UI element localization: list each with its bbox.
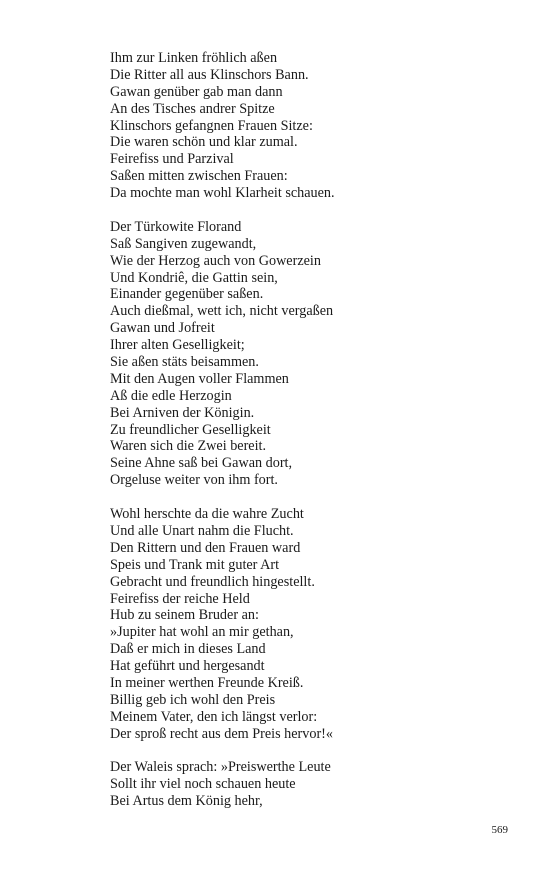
- stanza-4: [110, 759, 510, 810]
- verse-line: Gawan und Jofreit: [110, 320, 215, 337]
- verse-line: Daß er mich in dieses Land: [110, 641, 266, 658]
- verse-line: Zu freundlicher Geselligkeit: [110, 421, 271, 438]
- verse-line: Saß Sangiven zugewandt,: [110, 235, 257, 252]
- verse-line: Einander gegenüber saßen.: [110, 286, 264, 303]
- verse-line: Meinem Vater, den ich längst verlor:: [110, 708, 318, 725]
- verse-line: Und Kondriê, die Gattin sein,: [110, 269, 278, 286]
- verse-line: Gawan genüber gab man dann: [110, 83, 283, 100]
- stanza-1: [110, 50, 510, 202]
- verse-line: Und alle Unart nahm die Flucht.: [110, 522, 294, 539]
- verse-line: An des Tisches andrer Spitze: [110, 100, 275, 117]
- verse-line: Die waren schön und klar zumal.: [110, 134, 298, 151]
- verse-line: Der Türkowite Florand: [110, 218, 242, 235]
- verse-line: Sie aßen stäts beisammen.: [110, 354, 259, 371]
- verse-line: Billig geb ich wohl den Preis: [110, 691, 276, 708]
- verse-line: Bei Arniven der Königin.: [110, 404, 255, 421]
- verse-line: Feirefiss der reiche Held: [110, 590, 250, 607]
- verse-line: Gebracht und freundlich hingestellt.: [110, 573, 315, 590]
- verse-line: Hat geführt und hergesandt: [110, 658, 265, 675]
- verse-line: Saßen mitten zwischen Frauen:: [110, 168, 288, 185]
- verse-line: Sollt ihr viel noch schauen heute: [110, 776, 296, 793]
- verse-line: »Jupiter hat wohl an mir gethan,: [110, 624, 294, 641]
- verse-line: Ihm zur Linken fröhlich aßen: [110, 50, 278, 66]
- verse-line: Ihrer alten Geselligkeit;: [110, 337, 245, 354]
- verse-line: In meiner werthen Freunde Kreiß.: [110, 674, 304, 691]
- verse-line: Wie der Herzog auch von Gowerzein: [110, 252, 321, 269]
- verse-line: Feirefiss und Parzival: [110, 151, 234, 168]
- page-number: 569: [491, 824, 508, 836]
- verse-line: Speis und Trank mit guter Art: [110, 556, 280, 573]
- verse-line: Da mochte man wohl Klarheit schauen.: [110, 185, 335, 202]
- verse-line: Seine Ahne saß bei Gawan dort,: [110, 455, 293, 472]
- verse-line: Der sproß recht aus dem Preis hervor!«: [110, 725, 333, 742]
- verse-line: Klinschors gefangnen Frauen Sitze:: [110, 117, 313, 134]
- verse-line: Bei Artus dem König hehr,: [110, 793, 263, 810]
- verse-line: Hub zu seinem Bruder an:: [110, 607, 259, 624]
- verse-line: Die Ritter all aus Klinschors Bann.: [110, 66, 309, 83]
- verse-line: Mit den Augen voller Flammen: [110, 370, 289, 387]
- stanza-2: [110, 219, 510, 489]
- verse-line: Orgeluse weiter von ihm fort.: [110, 472, 278, 489]
- verse-line: Waren sich die Zwei bereit.: [110, 438, 267, 455]
- verse-line: Der Waleis sprach: »Preiswerthe Leute: [110, 759, 331, 776]
- verse-line: Wohl herschte da die wahre Zucht: [110, 506, 304, 523]
- verse-line: Auch dießmal, wett ich, nicht vergaßen: [110, 303, 334, 320]
- poem-text: [110, 50, 510, 827]
- verse-line: Aß die edle Herzogin: [110, 387, 232, 404]
- stanza-3: [110, 506, 510, 742]
- verse-line: Den Rittern und den Frauen ward: [110, 539, 301, 556]
